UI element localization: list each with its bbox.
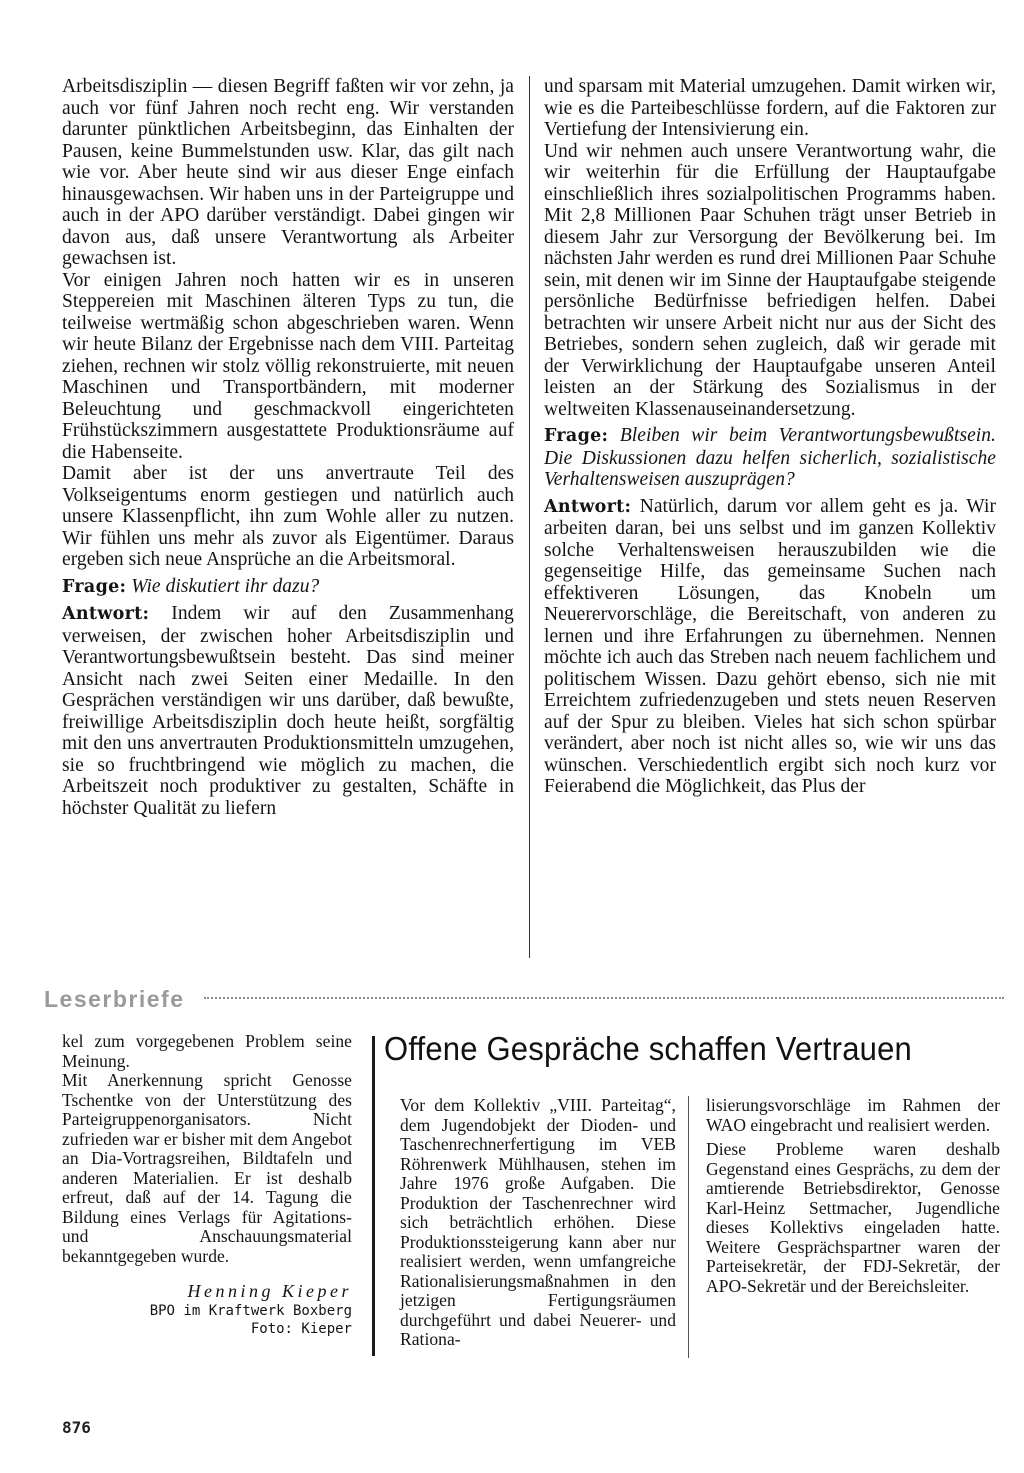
question-1: [62, 576, 514, 599]
paragraph: Damit aber ist der uns anvertraute Teil des Volkseigentums enorm gestiegen und natürlich auch unsere Klassenpflicht, ihn zum Wohle aller zu nutzen. Wir fühlen uns mehr als zuvor als Eigentümer. Daraus ergeben sich neue Ansprüche an die Arbeitsmoral.: [62, 463, 514, 570]
photo-credit: Foto: Kieper: [250, 1321, 352, 1337]
article-right-column: [544, 76, 996, 798]
answer-label: Antwort:: [544, 496, 632, 517]
paragraph: Arbeitsdisziplin — diesen Begriff faßten wir vor zehn, ja auch vor fünf Jahren noch recht eng. Wir verstanden darunter pünktlichen Arbeitsbeginn, das Einhalten der Pausen, keine Bummelstunden usw. Klar, das gilt nach wie vor. Aber heute sind wir aus dieser Enge einfach hinausgewachsen. Wir haben uns in der Parteigruppe und auch in der APO darüber verständigt. Dabei gingen wir davon aus, daß unsere Verantwortung als Arbeiter gewachsen ist.: [62, 76, 514, 269]
paragraph: Mit Anerkennung spricht Genosse Tschentke von der Unterstützung des Parteigruppenorganisators. Nicht zufrieden war er bisher mit dem Angebot an Dia-Vortragsreihen, Bildtafeln und anderen Materialien. Er ist deshalb erfreut, daß auf der 14. Tagung die Bildung eines Verlags für Agitations- und Anschauungsmaterial bekanntgegeben wurde.: [62, 1070, 352, 1266]
letter-left-column: [62, 1032, 352, 1338]
section-label: Leserbriefe: [44, 986, 185, 1012]
article-headline: Offene Gespräche schaffen Vertrauen: [384, 1030, 912, 1067]
question-2: [544, 425, 996, 491]
answer-1: [62, 603, 514, 819]
question-text: Wie diskutiert ihr dazu?: [131, 575, 320, 597]
question-label: Frage:: [544, 426, 609, 446]
paragraph: lisierungsvorschläge im Rahmen der WAO eingebracht und realisiert werden.: [706, 1095, 1000, 1135]
column-divider: [372, 1036, 375, 1356]
answer-text: Natürlich, darum vor allem geht es ja. Wir arbeiten daran, bei uns selbst und im ganzen Kollektiv solche Verhaltensweisen herauszubilden wie die gegenseitige Hilfe, das gemeinsame Suchen nach effektiveren Lösungen, das Knobeln um Neuerervorschläge, die Bereitschaft, von anderen zu lernen und ihre Erfahrungen zu übernehmen. Nennen möchte ich auch das Streben nach neuem fachlichem und politischem Wissen. Dazu gehört ebenso, sich nie mit Erreichtem zufriedenzugeben und stets neuen Reserven auf der Spur zu bleiben. Vieles hat sich schon spürbar verändert, aber noch ist nicht alles so, wie wir uns das wünschen. Verschiedentlich ergibt sich noch kurz vor Feierabend die Möglichkeit, das Plus der: [544, 495, 996, 797]
paragraph: Vor dem Kollektiv „VIII. Parteitag“, dem Jugendobjekt der Dioden- und Taschenrechnerfertigung im VEB Röhrenwerk Mühlhausen, stehen im Jahre 1976 große Aufgaben. Die Produktion der Taschenrechner wird sich beträchtlich erhöhen. Diese Produktionssteigerung kann aber nur realisiert werden, wenn umfangreiche Rationalisierungsmaßnahmen in den jetzigen Fertigungsräumen durchgeführt und dabei Neuerer- und Rationa-: [400, 1095, 676, 1349]
answer-text: Indem wir auf den Zusammenhang verweisen, der zwischen hoher Arbeitsdisziplin und Verantwortungsbewußtsein besteht. Das sind meiner Ansicht nach zwei Seiten einer Medaille. In den Gesprächen verständigen wir uns darüber, daß bewußte, freiwillige Arbeitsdisziplin doch heute heißt, sorgfältig mit den uns anvertrauten Produktionsmitteln umzugehen, sie so fruchtbringend wie möglich zu machen, die Arbeitszeit noch produktiver zu gestalten, Schäfte in höchster Qualität zu liefern: [62, 603, 514, 819]
letter-right-column: [706, 1096, 1000, 1296]
column-divider: [688, 1096, 689, 1358]
answer-2: [544, 496, 996, 798]
paragraph: Und wir nehmen auch unsere Verantwortung wahr, die wir weiterhin für die Erfüllung der Hauptaufgabe einschließlich ihres sozialpolitischen Programms haben. Mit 2,8 Millionen Paar Schuhen trägt unser Betrieb in diesem Jahr zur Versorgung der Bevölkerung bei. Im nächsten Jahr werden es rund drei Millionen Paar Schuhe sein, mit denen wir im Sinne der Hauptaufgabe steigende persönliche Bedürfnisse befriedigen helfen. Dabei betrachten wir unsere Arbeit nicht nur aus der Sicht des Betriebes, sondern sehen zugleich, daß wir gerade mit der Verwirklichung der Hauptaufgabe unseren Anteil leisten an der Stärkung des Sozialismus in der weltweiten Klassenauseinandersetzung.: [544, 140, 996, 420]
answer-label: Antwort:: [62, 604, 150, 624]
author-block: [62, 1280, 352, 1338]
author-affiliation: BPO im Kraftwerk Boxberg: [149, 1303, 352, 1319]
question-text: Bleiben wir beim Verantwortungsbewußtsein. Die Diskussionen dazu helfen sicherlich, sozialistische Verhaltensweisen auszuprägen?: [544, 425, 996, 490]
page-number: 876: [62, 1418, 91, 1437]
column-divider: [529, 76, 530, 958]
paragraph: Diese Probleme waren deshalb Gegenstand eines Gesprächs, zu dem der amtierende Betriebsdirektor, Genosse Karl-Heinz Settmacher, Jugendliche dieses Kollektivs eingeladen hatte. Weitere Gesprächspartner waren der Parteisekretär, der FDJ-Sekretär, der APO-Sekretär und der Bereichsleiter.: [706, 1139, 1000, 1296]
letter-middle-column: [400, 1096, 676, 1350]
paragraph: und sparsam mit Material umzugehen. Damit wirken wir, wie es die Parteibeschlüsse fordern, auf die Faktoren zur Vertiefung der Intensivierung ein.: [544, 76, 996, 140]
section-rule: [204, 997, 1004, 1001]
paragraph: kel zum vorgegebenen Problem seine Meinung.: [62, 1031, 352, 1071]
question-label: Frage:: [62, 576, 127, 597]
paragraph: Vor einigen Jahren noch hatten wir es in unseren Steppereien mit Maschinen älteren Typs zu tun, die teilweise wertmäßig schon abgeschrieben waren. Wenn wir heute Bilanz der Ergebnisse nach dem VIII. Parteitag ziehen, rechnen wir stolz völlig rekonstruierte, mit neuen Maschinen und Transportbändern, mit moderner Beleuchtung und geschmackvoll eingerichteten Frühstückszimmern ausgestattete Produktionsräume auf die Habenseite.: [62, 269, 514, 463]
article-left-column: [62, 76, 514, 819]
section-rubric: [44, 986, 1004, 1010]
author-name: Henning Kieper: [187, 1281, 352, 1301]
